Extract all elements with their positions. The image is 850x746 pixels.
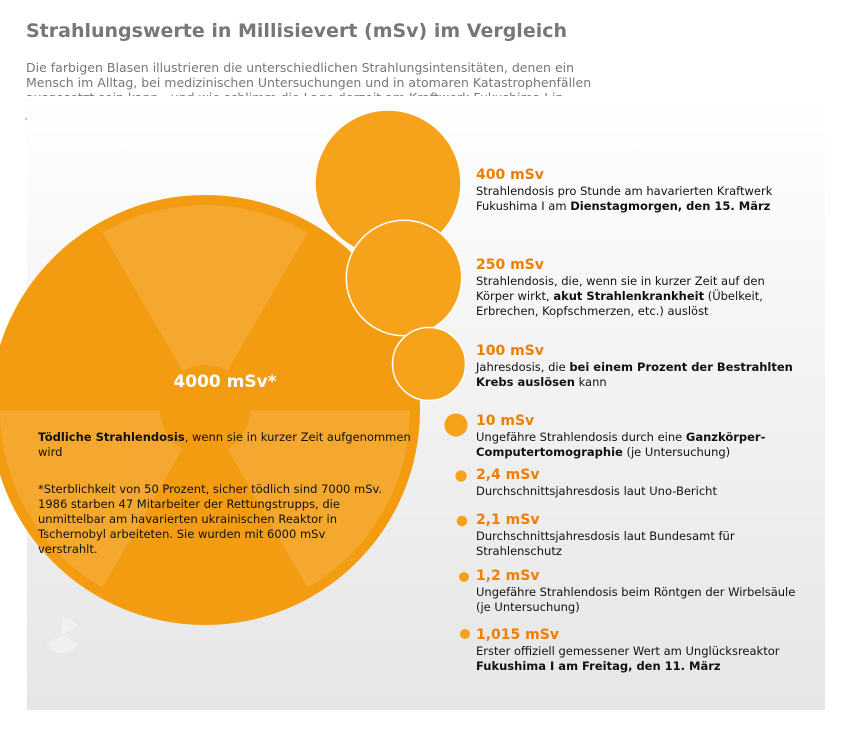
legend-entry (476, 567, 806, 615)
legend-entry (476, 166, 806, 214)
entry-description-bold: Dienstagmorgen, den 15. März (570, 199, 771, 213)
entry-description (476, 484, 806, 499)
entry-value: 1,2 mSv (476, 568, 540, 584)
entry-description-text: Jahresdosis, die (476, 360, 570, 374)
big-bubble-label: 4000 mSv* (173, 372, 277, 392)
entry-description-text: Ungefähre Strahlendosis beim Röntgen der Wirbelsäule (je Untersuchung) (476, 585, 796, 614)
bubble-1-015-msv (460, 629, 470, 639)
entry-description-text: Durchschnittsjahresdosis laut Bundesamt für Strahlenschutz (476, 529, 735, 558)
legend-entry (476, 342, 806, 390)
bubble-2-1-msv (457, 516, 468, 527)
entry-description-bold: bei einem Prozent der Bestrahlten Krebs auslösen (476, 360, 793, 389)
entry-description-text: Erster offiziell gemessener Wert am Unglücksreaktor (476, 644, 780, 658)
entry-description (476, 360, 806, 390)
entry-description (476, 430, 806, 460)
big-bubble-description-rest: , wenn sie in kurzer Zeit aufgenommen wird (38, 430, 411, 459)
big-bubble-description-bold: Tödliche Strahlendosis (38, 430, 185, 444)
legend-entry (476, 511, 806, 559)
entry-value: 2,1 mSv (476, 512, 540, 528)
bubble-2-4-msv (455, 470, 466, 481)
entry-value: 250 mSv (476, 257, 544, 273)
entry-description-text: kann (574, 375, 607, 389)
bubble-250-msv (346, 220, 461, 335)
entry-value: 2,4 mSv (476, 467, 540, 483)
entry-description-text: (Übelkeit, Erbrechen, Kopfschmerzen, etc.) auslöst (476, 289, 763, 318)
entry-value: 100 mSv (476, 343, 544, 359)
bubble-10-msv (444, 413, 467, 436)
entry-description-bold: Ganzkörper-Computertomographie (476, 430, 766, 459)
legend-entry (476, 466, 806, 499)
entry-description-bold: akut Strahlenkrankheit (553, 289, 705, 303)
entry-description (476, 529, 806, 559)
legend-entry (476, 412, 806, 460)
entry-description (476, 274, 806, 319)
bubble-100-msv (393, 328, 466, 401)
entry-description-text: Strahlendosis pro Stunde am havarierten Kraftwerk Fukushima I am (476, 184, 773, 213)
legend-entry (476, 626, 806, 674)
bubble-1-2-msv (459, 572, 469, 582)
entry-description (476, 644, 806, 674)
legend-entry (476, 256, 806, 319)
big-bubble-description (38, 430, 418, 460)
entry-description (476, 184, 806, 214)
entry-description (476, 585, 806, 615)
entry-value: 400 mSv (476, 167, 544, 183)
entry-description-text: (je Untersuchung) (622, 445, 731, 459)
entry-description-text: Strahlendosis, die, wenn sie in kurzer Zeit auf den Körper wirkt, (476, 274, 765, 303)
entry-value: 10 mSv (476, 413, 535, 429)
entry-description-bold: Fukushima I am Freitag, den 11. März (476, 659, 721, 673)
entry-value: 1,015 mSv (476, 627, 559, 643)
radiation-symbol-icon (40, 613, 84, 657)
entry-description-text: Ungefähre Strahlendosis durch eine (476, 430, 686, 444)
page-title: Strahlungswerte in Millisievert (mSv) im Vergleich (26, 20, 568, 42)
entry-description-text: Durchschnittsjahresdosis laut Uno-Bericht (476, 484, 717, 498)
intro-text: Die farbigen Blasen illustrieren die unterschiedlichen Strahlungsintensitäten, denen ein Mensch im Alltag, bei medizinischen Untersuchungen und in atomaren Katastrophenfällen (26, 60, 592, 90)
big-bubble-footnote: *Sterblichkeit von 50 Prozent, sicher tödlich sind 7000 mSv. 1986 starben 47 Mitarbeiter der Rettungstrupps, die unmittelbar am havarierten ukrainischen Reaktor in Tschernobyl arbeiteten. Sie wurden mit 6000 mSv verstrahlt. (38, 482, 383, 556)
